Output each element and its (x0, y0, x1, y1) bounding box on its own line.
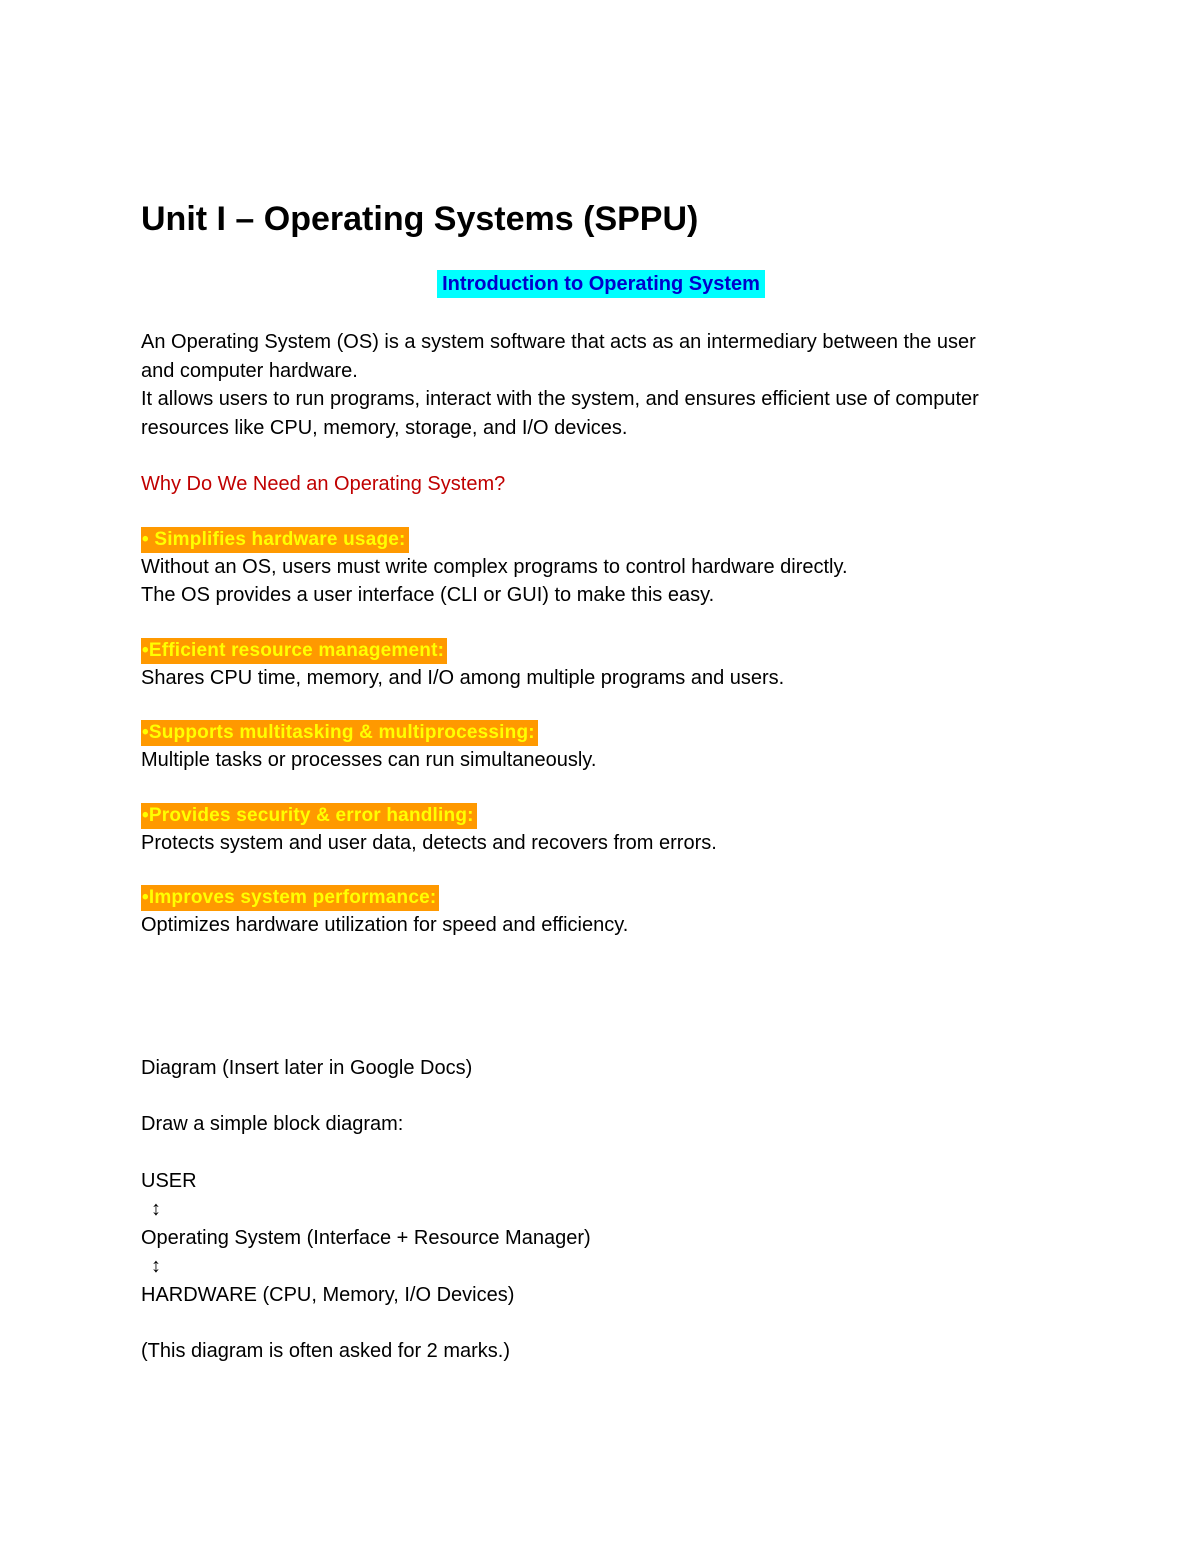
point-multitasking (141, 720, 1061, 775)
subtitle-row (141, 270, 1061, 300)
point-performance (141, 885, 1061, 940)
point-label: •Efficient resource management: (141, 638, 447, 664)
diagram-note: (This diagram is often asked for 2 marks.) (141, 1340, 511, 1362)
point-line: Without an OS, users must write complex programs to control hardware directly. (141, 555, 848, 578)
document-content (141, 196, 1061, 1366)
section-subtitle: Introduction to Operating System (437, 270, 765, 298)
diagram-section (141, 1054, 1061, 1366)
document-title: Unit I – Operating Systems (SPPU) (141, 200, 699, 238)
intro-line: and computer hardware. (141, 359, 358, 382)
point-line: The OS provides a user interface (CLI or GUI) to make this easy. (141, 584, 715, 606)
up-down-arrow-icon: ↕ (151, 1198, 161, 1220)
intro-line: An Operating System (OS) is a system software that acts as an intermediary between the user (141, 331, 976, 353)
point-line: Optimizes hardware utilization for speed and efficiency. (141, 914, 629, 936)
block-diagram (141, 1167, 1061, 1310)
why-heading: Why Do We Need an Operating System? (141, 473, 506, 495)
why-section (141, 470, 1061, 499)
point-simplifies-hardware (141, 527, 1061, 610)
point-label: • Simplifies hardware usage: (141, 527, 409, 553)
point-label: •Improves system performance: (141, 885, 439, 911)
diagram-instruction: Draw a simple block diagram: (141, 1113, 404, 1135)
diagram-os: Operating System (Interface + Resource Manager) (141, 1226, 591, 1249)
blank-space (141, 940, 1061, 1054)
diagram-hardware: HARDWARE (CPU, Memory, I/O Devices) (141, 1283, 515, 1306)
diagram-user: USER (141, 1169, 197, 1192)
intro-line: resources like CPU, memory, storage, and I/O devices. (141, 416, 628, 439)
diagram-heading: Diagram (Insert later in Google Docs) (141, 1056, 473, 1079)
point-resource-management (141, 638, 1061, 693)
point-label: •Provides security & error handling: (141, 803, 477, 829)
point-line: Shares CPU time, memory, and I/O among multiple programs and users. (141, 666, 785, 689)
point-line: Multiple tasks or processes can run simultaneously. (141, 749, 597, 771)
up-down-arrow-icon: ↕ (151, 1255, 161, 1277)
point-label: •Supports multitasking & multiprocessing: (141, 720, 538, 746)
intro-paragraph (141, 328, 1061, 442)
intro-line: It allows users to run programs, interact with the system, and ensures efficient use of computer (141, 388, 979, 410)
point-line: Protects system and user data, detects and recovers from errors. (141, 831, 717, 854)
point-security (141, 803, 1061, 858)
